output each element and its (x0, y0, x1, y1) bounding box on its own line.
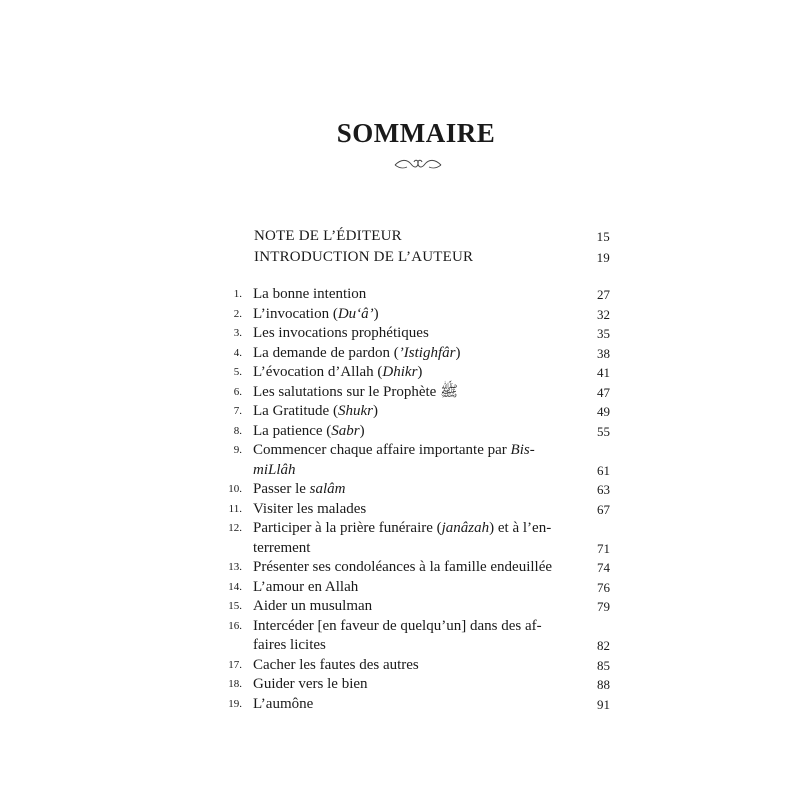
entry-title-line: L’invocation (Du‘â’) (253, 305, 379, 322)
page-number: 91 (597, 696, 610, 712)
entry-title (253, 617, 572, 656)
entry-number: 12. (228, 522, 242, 534)
toc-entry (222, 500, 612, 520)
entry-number: 6. (233, 385, 242, 398)
entry-title-line: L’évocation d’Allah (Dhikr) (253, 364, 423, 380)
entry-title-line: Les invocations prophétiques (253, 325, 429, 341)
toc-entry (222, 363, 612, 383)
toc-entry (222, 617, 612, 656)
page-number: 19 (596, 250, 610, 265)
entry-title (253, 285, 572, 305)
page-number: 82 (597, 638, 610, 653)
page-number: 76 (597, 579, 610, 595)
entry-title (253, 383, 572, 403)
entry-number: 7. (233, 405, 242, 417)
page-number: 41 (597, 365, 610, 380)
entry-number: 5. (233, 366, 242, 378)
front-matter-list (254, 226, 612, 268)
entry-number: 9. (233, 444, 242, 456)
page-number: 71 (597, 540, 610, 556)
entry-number: 3. (233, 327, 242, 339)
page-number: 32 (597, 306, 610, 322)
page-number: 74 (597, 560, 610, 575)
entry-title (253, 695, 572, 715)
entry-title (253, 558, 572, 578)
entry-number: 14. (228, 580, 242, 593)
entry-title-line: La patience (Sabr) (253, 422, 365, 439)
page-number: 35 (597, 326, 610, 341)
entry-number: 11. (228, 502, 242, 515)
entry-title-line: Participer à la prière funéraire (janâzah) et à l’en- (253, 520, 552, 536)
entry-title (253, 480, 572, 500)
entry-title (253, 344, 572, 364)
entry-title-line: Présenter ses condoléances à la famille endeuillée (253, 559, 553, 575)
entry-number: 4. (233, 346, 242, 359)
entry-number: 16. (228, 619, 242, 632)
entry-number: 13. (228, 561, 242, 573)
page-number: 61 (597, 462, 610, 478)
entry-title (253, 422, 572, 442)
entry-number: 15. (228, 600, 242, 612)
page-number: 47 (597, 384, 610, 400)
page-number: 85 (597, 657, 610, 673)
page-number: 27 (597, 287, 610, 302)
entry-title-line: Guider vers le bien (253, 676, 368, 692)
toc-entry (222, 383, 612, 403)
front-matter-label: INTRODUCTION DE L’AUTEUR (254, 249, 474, 265)
page-number: 63 (597, 482, 610, 497)
entry-number: 2. (233, 307, 242, 320)
entry-title-line: La bonne intention (253, 286, 367, 302)
entry-title-line: Cacher les fautes des autres (253, 656, 419, 673)
toc-entry (222, 558, 612, 578)
entry-title-line: La Gratitude (Shukr) (253, 403, 378, 419)
page-number: 67 (597, 501, 610, 517)
entry-title-line: terrement (253, 539, 311, 556)
entry-title-line: faires licites (253, 637, 326, 653)
entry-title (253, 675, 572, 695)
entry-title (253, 324, 572, 344)
entry-title (253, 500, 572, 520)
page-number: 15 (596, 229, 610, 244)
entry-title (253, 402, 572, 422)
entry-title (253, 441, 572, 480)
entry-title (253, 597, 572, 617)
toc-entry (222, 480, 612, 500)
entry-title-line: L’aumône (253, 695, 314, 712)
toc-entry (222, 285, 612, 305)
toc-entry (222, 441, 612, 480)
page-number: 38 (597, 345, 610, 361)
entry-title-line: Commencer chaque affaire importante par Bis- (253, 442, 535, 458)
table-of-contents (222, 285, 612, 714)
toc-entry (222, 402, 612, 422)
entry-number: 18. (228, 678, 242, 690)
entry-number: 10. (228, 483, 242, 495)
toc-entry (222, 695, 612, 715)
entry-title-line: Visiter les malades (253, 500, 367, 517)
toc-entry (222, 597, 612, 617)
page-number: 88 (597, 677, 610, 692)
entry-title (253, 363, 572, 383)
toc-entry (222, 675, 612, 695)
toc-entry (222, 656, 612, 676)
entry-title-line: Passer le salâm (253, 481, 346, 497)
page-number: 79 (597, 599, 610, 614)
entry-number: 17. (228, 658, 242, 671)
entry-number: 8. (233, 424, 242, 437)
entry-title-line: miLlâh (253, 461, 296, 478)
entry-title (253, 519, 572, 558)
entry-title-line: L’amour en Allah (253, 578, 359, 595)
entry-title-line: Les salutations sur le Prophète ﷺ (253, 383, 459, 400)
toc-entry (222, 519, 612, 558)
entry-number: 1. (233, 288, 242, 300)
swirl-ornament-icon (393, 156, 443, 172)
entry-title-line: Aider un musulman (253, 598, 373, 614)
toc-entry (222, 344, 612, 364)
entry-title-line: Intercéder [en faveur de quelqu’un] dans des af- (253, 617, 542, 634)
entry-number: 19. (228, 697, 242, 710)
toc-entry (222, 578, 612, 598)
page-title: SOMMAIRE (336, 118, 496, 148)
entry-title (253, 656, 572, 676)
front-matter-item (254, 247, 612, 268)
entry-title-line: La demande de pardon (’Istighfâr) (253, 344, 461, 361)
front-matter-label: NOTE DE L’ÉDITEUR (254, 228, 402, 244)
toc-entry (222, 305, 612, 325)
entry-title (253, 578, 572, 598)
front-matter-item (254, 226, 612, 247)
page-number: 49 (597, 404, 610, 419)
entry-title (253, 305, 572, 325)
page-number: 55 (597, 423, 610, 439)
toc-entry (222, 324, 612, 344)
toc-entry (222, 422, 612, 442)
